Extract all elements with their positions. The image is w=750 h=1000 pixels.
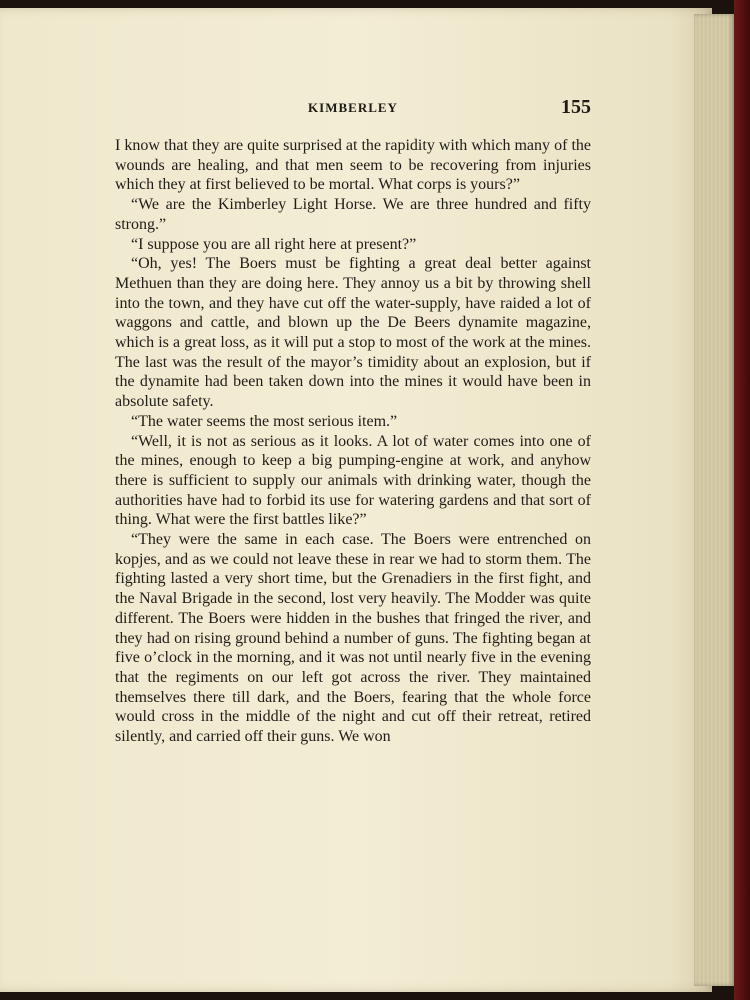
page-header (115, 96, 591, 124)
book-cover-edge (734, 0, 750, 1000)
paragraph: “The water seems the most serious item.” (131, 412, 398, 430)
paragraph: “We are the Kimberley Light Horse. We are three hundred and fifty strong.” (115, 196, 591, 233)
paragraph: “They were the same in each case. The Boers were entrenched on kopjes, and as we could not leave these in rear we had to storm them. The fighting lasted a very short time, but the Grenadiers in the first fight, and the Naval Brigade in the second, lost very heavily. The Modder was quite different. The Boers were hidden in the bushes that fringed the river, and they had on rising ground behind a number of guns. The fighting began at five o’clock in the morning, and it was not until nearly five in the evening that the regiments on our left got across the river. They maintained themselves there till dark, and the Boers, fearing that the whole force would cross in the middle of the night and cut off their retreat, retired silently, and carried off their guns. We won (115, 531, 591, 746)
page-edges (694, 14, 734, 986)
paragraph: “Oh, yes! The Boers must be fighting a great deal better against Methuen than they are doing here. They annoy us a bit by throwing shell into the town, and they have cut off the water-supply, have raided a lot of waggons and cattle, and blown up the De Beers dynamite magazine, which is a great loss, as it will put a stop to most of the work at the mines. The last was the result of the mayor’s timidity about an explosion, but if the dynamite had been taken down into the mines it would have been in absolute safety. (115, 255, 591, 411)
page-number: 155 (561, 96, 591, 118)
paragraph: I know that they are quite surprised at the rapidity with which many of the wounds are healing, and that men seem to be recovering from injuries which they at first believed to be mortal. What corps is yours?” (115, 137, 591, 194)
paragraph: “Well, it is not as serious as it looks. A lot of water comes into one of the mines, enough to keep a big pumping-engine at work, and anyhow there is sufficient to supply our animals with drinking water, though the authorities have had to forbid its use for watering gardens and that sort of thing. What were the first battles like?” (115, 432, 591, 529)
body-text (115, 136, 591, 747)
running-title: KIMBERLEY (308, 100, 398, 115)
paragraph: “I suppose you are all right here at present?” (131, 235, 417, 253)
